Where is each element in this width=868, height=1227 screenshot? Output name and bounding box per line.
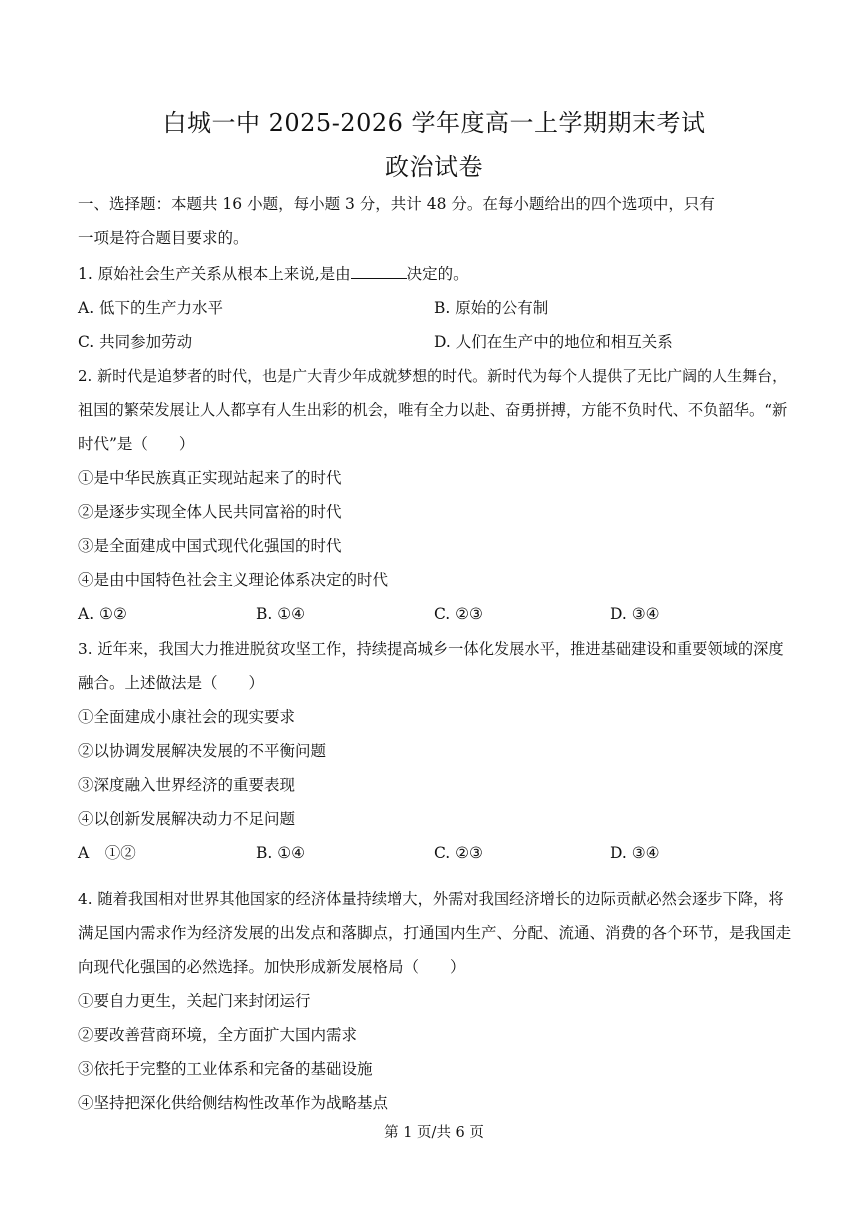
q1-option-a: A. 低下的生产力水平 — [78, 299, 224, 317]
q4-stem-line2: 满足国内需求作为经济发展的出发点和落脚点，打通国内生产、分配、流通、消费的各个环节，是我国走 — [78, 924, 792, 942]
q3-statement-1: ①全面建成小康社会的现实要求 — [78, 708, 296, 726]
q4-statement-2: ②要改善营商环境，全方面扩大国内需求 — [78, 1026, 358, 1044]
q2-stem-line2: 祖国的繁荣发展让人人都享有人生出彩的机会，唯有全力以赴、奋勇拼搏，方能不负时代、不负韶华。“新 — [78, 401, 788, 419]
q4-statement-1: ①要自力更生，关起门来封闭运行 — [78, 992, 311, 1010]
q2-stem-line1: 2. 新时代是追梦者的时代，也是广大青少年成就梦想的时代。新时代为每个人提供了无比广阔的人生舞台， — [78, 367, 788, 385]
q1-blank — [351, 264, 407, 279]
exam-title: 白城一中 2025-2026 学年度高一上学期期末考试 — [162, 109, 706, 137]
q2-stem-line3: 时代”是（ ） — [78, 435, 195, 453]
q3-option-b: B. ①④ — [256, 844, 306, 862]
q2-option-b: B. ①④ — [256, 605, 306, 623]
q1-stem-after: 决定的。 — [406, 265, 469, 283]
q4-statement-4: ④坚持把深化供给侧结构性改革作为战略基点 — [78, 1094, 389, 1112]
q3-option-a: A ①② — [78, 844, 136, 862]
q3-statement-4: ④以创新发展解决动力不足问题 — [78, 810, 296, 828]
q1-option-d: D. 人们在生产中的地位和相互关系 — [434, 333, 673, 351]
q3-option-c: C. ②③ — [434, 844, 483, 862]
q3-statement-2: ②以协调发展解决发展的不平衡问题 — [78, 742, 327, 760]
q1-stem-before: 1. 原始社会生产关系从根本上来说,是由 — [78, 265, 351, 283]
q4-stem-line1: 4. 随着我国相对世界其他国家的经济体量持续增大，外需对我国经济增长的边际贡献必然会逐步下降，将 — [78, 890, 784, 908]
q2-statement-2: ②是逐步实现全体人民共同富裕的时代 — [78, 503, 342, 521]
q2-option-a: A. ①② — [78, 605, 127, 623]
q4-statement-3: ③依托于完整的工业体系和完备的基础设施 — [78, 1060, 373, 1078]
page-number: 第 1 页/共 6 页 — [384, 1125, 484, 1141]
q3-stem-line1: 3. 近年来，我国大力推进脱贫攻坚工作，持续提高城乡一体化发展水平，推进基础建设和重要领域的深度 — [78, 640, 784, 658]
q3-option-d: D. ③④ — [610, 844, 660, 862]
q2-statement-3: ③是全面建成中国式现代化强国的时代 — [78, 537, 342, 555]
q4-stem-line3: 向现代化强国的必然选择。加快形成新发展格局（ ） — [78, 958, 466, 976]
q3-stem-line2: 融合。上述做法是（ ） — [78, 674, 265, 692]
q2-option-d: D. ③④ — [610, 605, 660, 623]
q2-statement-1: ①是中华民族真正实现站起来了的时代 — [78, 469, 342, 487]
q3-statement-3: ③深度融入世界经济的重要表现 — [78, 776, 296, 794]
q2-statement-4: ④是由中国特色社会主义理论体系决定的时代 — [78, 571, 389, 589]
q1-option-c: C. 共同参加劳动 — [78, 333, 193, 351]
exam-subtitle: 政治试卷 — [385, 153, 483, 181]
section-instruction-line1: 一、选择题：本题共 16 小题，每小题 3 分，共计 48 分。在每小题给出的四个选项中，只有 — [78, 195, 715, 213]
q2-option-c: C. ②③ — [434, 605, 483, 623]
q1-option-b: B. 原始的公有制 — [434, 299, 549, 317]
section-instruction-line2: 一项是符合题目要求的。 — [78, 229, 249, 247]
q1-stem — [78, 263, 794, 285]
